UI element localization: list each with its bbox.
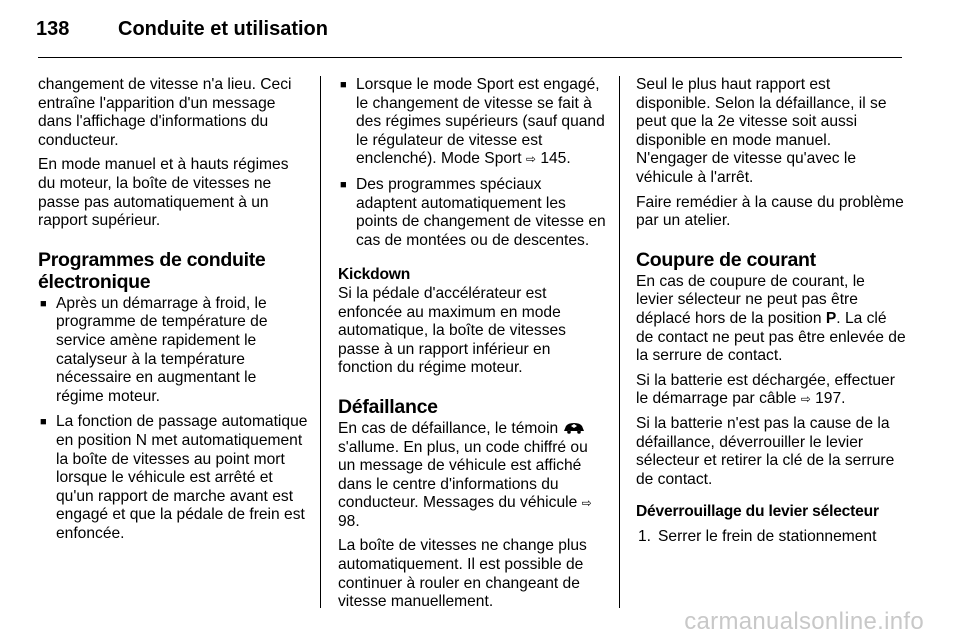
paragraph: changement de vitesse n'a lieu. Ceci entraîne l'apparition d'un message dans l'affichage d'informations du conducteur.: [38, 76, 292, 149]
bullet-list: [38, 295, 308, 544]
numbered-list: [636, 528, 906, 547]
page-reference-link[interactable]: 197.: [815, 390, 846, 408]
list-item-text: La fonction de passage automatique en position N met automatiquement la boîte de vitesses au point mort lorsque le véhicule est arrêté et qu'un rapport de marche avant est engagé et que la pédale de frein est enfoncée.: [56, 413, 308, 542]
paragraph-text: En cas de défaillance, le témoin: [338, 419, 559, 437]
section-heading-coupure-de-courant: Coupure de courant: [636, 248, 816, 271]
paragraph-text: s'allume. En plus, un code chiffré ou un message de véhicule est affiché dans le centre d'informations du conducteur. Messages du véhicule: [338, 438, 588, 512]
paragraph-text: . La clé de contact ne peut pas être enlevée de la serrure de contact.: [636, 309, 906, 365]
page-number: 138: [36, 18, 70, 40]
paragraph: Faire remédier à la cause du problème par un atelier.: [636, 193, 904, 230]
watermark: carmanualsonline.info: [684, 608, 924, 635]
bullet-icon: ■: [340, 178, 347, 191]
column-divider-1: [320, 76, 321, 608]
page-reference-arrow-icon: ⇨: [581, 496, 592, 511]
page-reference-arrow-icon: ⇨: [525, 152, 536, 167]
column-divider-2: [619, 76, 620, 608]
paragraph: Seul le plus haut rapport est disponible. Selon la défaillance, il se peut que la 2e vitesse soit aussi disponible en mode manuel. N'engager de vitesse qu'avec le véhicule à l'arrêt.: [636, 76, 887, 186]
list-item: [38, 413, 308, 543]
paragraph-text: Si la batterie est déchargée, effectuer le démarrage par câble: [636, 371, 895, 408]
header-rule: [38, 57, 902, 58]
page-reference-arrow-icon: ⇨: [800, 392, 811, 407]
position-p-label: P: [825, 309, 837, 327]
bullet-icon: ■: [40, 297, 47, 310]
list-item: [636, 528, 906, 547]
paragraph: La boîte de vitesses ne change plus automatiquement. Il est possible de continuer à rouler en changeant de vitesse manuellement.: [338, 537, 587, 611]
list-item-text: Lorsque le mode Sport est engagé, le changement de vitesse se fait à des régimes supérieurs (sauf quand le régulateur de vitesse est enclenché). Mode Sport: [356, 76, 605, 168]
list-item-text: Serrer le frein de stationnement: [658, 527, 877, 545]
page-reference-link[interactable]: 145.: [540, 150, 571, 168]
bullet-list: [338, 76, 606, 250]
column-1: [38, 76, 308, 550]
paragraph: [636, 372, 906, 409]
column-3: [636, 76, 906, 553]
list-item-text: Après un démarrage à froid, le programme de température de service amène rapidement le catalyseur à la température nécessaire en augmentant le régime moteur.: [56, 294, 268, 405]
subheading-deverrouillage: Déverrouillage du levier sélecteur: [636, 503, 879, 521]
list-item: [38, 295, 308, 407]
paragraph: Si la pédale d'accélérateur est enfoncée au maximum en mode automatique, la boîte de vitesses passe à un rapport inférieur en fonction du régime moteur.: [338, 284, 566, 377]
paragraph: [338, 420, 606, 532]
bullet-icon: ■: [340, 79, 347, 91]
paragraph-text: En cas de coupure de courant, le levier sélecteur ne peut pas être déplacé hors de la position: [636, 272, 865, 327]
transmission-warning-car-icon: [563, 422, 585, 434]
paragraph: Si la batterie n'est pas la cause de la défaillance, déverrouiller le levier sélecteur et retirer la clé de la serrure de contact.: [636, 414, 895, 488]
paragraph: [636, 273, 906, 366]
step-number: 1.: [638, 527, 652, 545]
list-item: [338, 76, 606, 169]
page-reference-link[interactable]: 98.: [338, 512, 360, 530]
subheading-kickdown: Kickdown: [338, 266, 411, 284]
list-item-text: Des programmes spéciaux adaptent automatiquement les points de changement de vitesse en cas de montées ou de descentes.: [356, 175, 606, 249]
list-item: [338, 176, 606, 250]
bullet-icon: ■: [40, 416, 47, 429]
column-2: [338, 76, 606, 618]
paragraph: En mode manuel et à hauts régimes du moteur, la boîte de vitesses ne passe pas automatiquement à un rapport supérieur.: [38, 156, 289, 230]
page-title: Conduite et utilisation: [118, 18, 328, 40]
section-heading-programmes: Programmes de conduite électronique: [38, 248, 266, 293]
section-heading-defaillance: Défaillance: [338, 395, 438, 418]
